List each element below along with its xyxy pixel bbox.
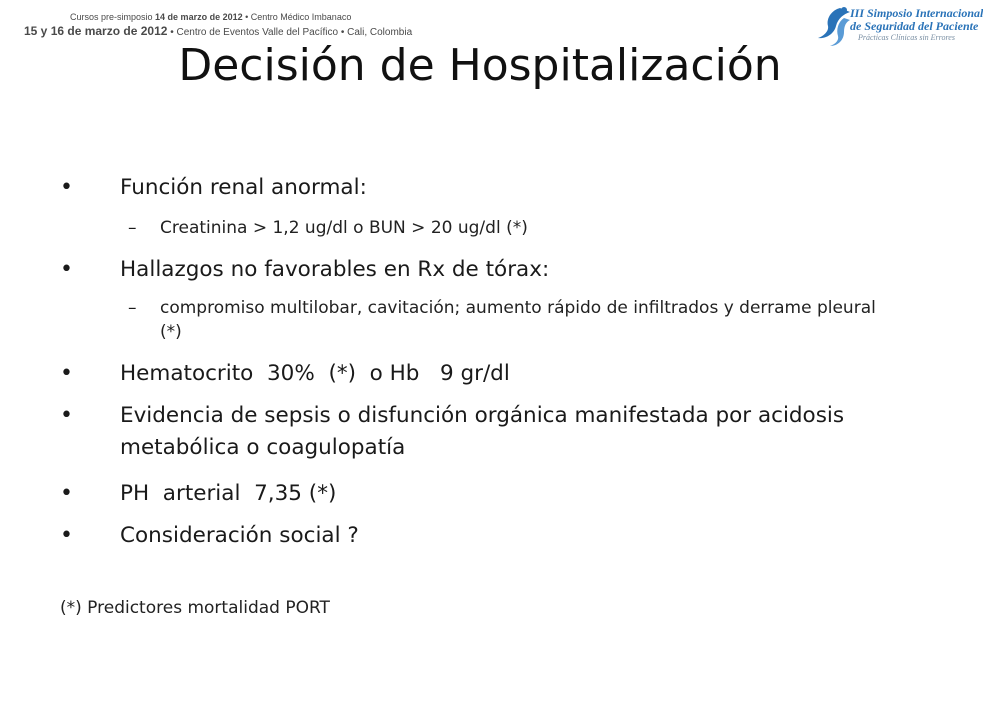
- bullet-marker: •: [60, 403, 73, 428]
- bullet-marker: •: [60, 257, 73, 282]
- logo-line-1: III Simposio Internacional: [850, 6, 983, 20]
- header-banner: [0, 0, 983, 44]
- bullet-item: Consideración social ?: [120, 523, 359, 548]
- logo-text: [850, 7, 983, 42]
- banner-prefix: Cursos pre-simposio: [70, 12, 153, 22]
- logo-line-3: Prácticas Clínicas sin Errores: [858, 33, 955, 42]
- bullet-item: Hallazgos no favorables en Rx de tórax:: [120, 257, 550, 282]
- banner-venue-1: • Centro Médico Imbanaco: [245, 12, 352, 22]
- logo-line-2: de Seguridad del Paciente: [850, 19, 979, 33]
- bullet-marker: •: [60, 361, 73, 386]
- banner-date-1: 14 de marzo de 2012: [155, 12, 243, 22]
- sub-bullet-marker: –: [128, 218, 137, 238]
- banner-venue-2: • Centro de Eventos Valle del Pacífico • Cali, Colombia: [170, 27, 413, 38]
- banner-line-1: [70, 12, 351, 22]
- bullet-item: Evidencia de sepsis o disfunción orgánica manifestada por acidosis metabólica o coagulopatía: [120, 403, 845, 460]
- banner-line-2: [24, 24, 412, 38]
- footnote: (*) Predictores mortalidad PORT: [60, 598, 330, 618]
- bullet-item: PH arterial 7,35 (*): [120, 481, 337, 506]
- sub-bullet-marker: –: [128, 298, 137, 318]
- banner-date-2: 15 y 16 de marzo de 2012: [24, 24, 168, 38]
- slide-title: Decisión de Hospitalización: [178, 40, 782, 91]
- bullet-item: Hematocrito 30% (*) o Hb 9 gr/dl: [120, 361, 510, 386]
- sub-bullet-item: compromiso multilobar, cavitación; aumento rápido de infiltrados y derrame pleural (*): [160, 298, 876, 342]
- bullet-marker: •: [60, 481, 73, 506]
- bullet-marker: •: [60, 523, 73, 548]
- sub-bullet-item: Creatinina > 1,2 ug/dl o BUN > 20 ug/dl (*): [160, 218, 528, 238]
- bullet-item: Función renal anormal:: [120, 175, 367, 200]
- bullet-marker: •: [60, 175, 73, 200]
